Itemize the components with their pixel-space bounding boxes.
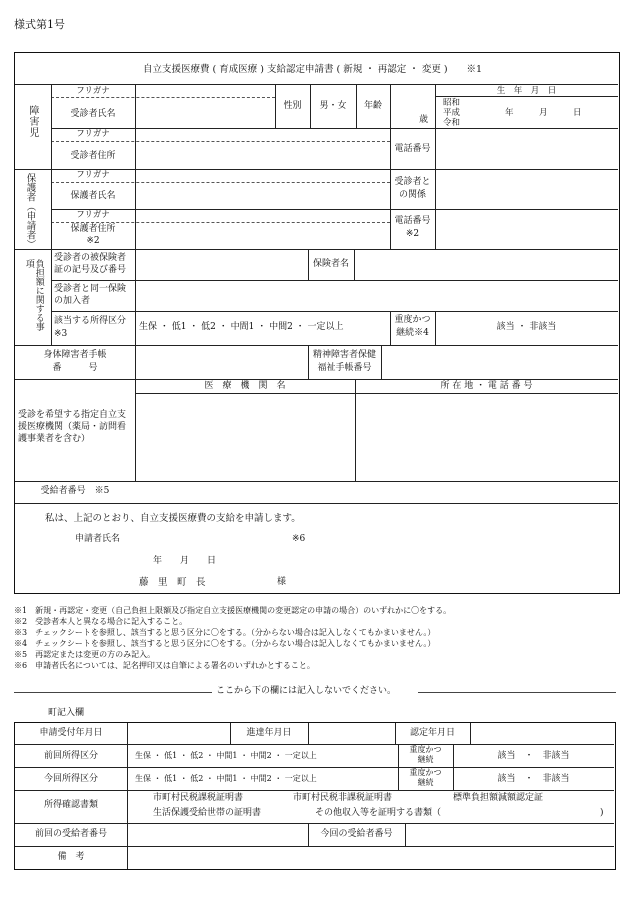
certified-date-label: 認定年月日 xyxy=(409,728,455,738)
guardian-address-label: 保護者住所 xyxy=(70,224,116,234)
note-2: ※2 受診者本人と異なる場合に記入すること。 xyxy=(14,617,188,626)
guardian-furigana-label: フリガナ xyxy=(76,170,110,180)
birth-date-fields[interactable]: 年 月 日 xyxy=(505,108,582,118)
income-class-options[interactable]: 生保 ・ 低1 ・ 低2 ・ 中間1 ・ 中間2 ・ 一定以上 xyxy=(139,322,344,332)
doc-other-close: ) xyxy=(600,808,604,818)
severe-options[interactable]: 該当 ・ 非該当 xyxy=(496,322,557,332)
prev-severe-options[interactable]: 該当 ・ 非該当 xyxy=(497,751,570,761)
addressee-honorific: 様 xyxy=(277,577,287,587)
insured-card-label-1: 受診者の被保険者 xyxy=(54,253,127,263)
institution-address-header: 所 在 地 ・ 電 話 番 号 xyxy=(440,381,533,391)
curr-income-label: 今回所得区分 xyxy=(43,774,98,784)
application-form xyxy=(14,52,620,594)
office-use-table xyxy=(14,722,616,870)
era-heisei[interactable]: 平成 xyxy=(443,108,461,118)
addressee: 藤 里 町 長 xyxy=(139,577,206,588)
same-insurance-label-2: の加入者 xyxy=(54,296,91,306)
curr-severe-label-2: 継続 xyxy=(417,778,434,787)
divider-text: ここから下の欄には記入しないでください。 xyxy=(216,686,397,696)
application-date[interactable]: 年 月 日 xyxy=(153,556,217,566)
guardian-address-furigana: フリガナ xyxy=(76,210,110,220)
applicant-name-note: ※6 xyxy=(292,534,306,544)
relation-label-1: 受診者と xyxy=(394,177,431,187)
curr-severe-label-1: 重度かつ xyxy=(409,768,442,777)
declaration-text: 私は、上記のとおり、自立支援医療費の支給を申請します。 xyxy=(45,513,301,524)
office-section-heading: 町記入欄 xyxy=(48,708,85,718)
prev-recipient-no-label: 前回の受給者番号 xyxy=(34,829,107,839)
age-unit: 歳 xyxy=(419,115,429,125)
severe-label-1: 重度かつ xyxy=(394,315,431,325)
note-5: ※5 再認定または変更の方のみ記入。 xyxy=(14,650,156,659)
divider-right xyxy=(418,692,616,693)
guardian-phone-note: ※2 xyxy=(405,229,420,239)
birth-date-header: 生 年 月 日 xyxy=(496,86,557,96)
divider-left xyxy=(14,692,212,693)
physical-handbook-label-2: 番 号 xyxy=(52,363,98,373)
note-1: ※1 新規・再認定・変更（自己負担上限額及び指定自立支援医療機関の変更認定の申請の場合）のいずれかに〇をする。 xyxy=(14,606,452,615)
patient-address-label: 受診者住所 xyxy=(70,151,116,161)
guardian-address-note: ※2 xyxy=(86,236,100,246)
curr-severe-options[interactable]: 該当 ・ 非該当 xyxy=(497,774,570,784)
same-insurance-label-1: 受診者と同一保険 xyxy=(54,284,127,294)
recipient-number-label: 受給者番号 ※5 xyxy=(40,486,110,496)
mental-handbook-label-1: 精神障害者保健 xyxy=(312,350,376,360)
note-6: ※6 申請者氏名については、記名押印又は自筆による署名のいずれかとすること。 xyxy=(14,661,315,670)
doc-reduction-certificate[interactable]: 標準負担額減額認定証 xyxy=(453,793,544,803)
prev-income-options[interactable]: 生保 ・ 低1 ・ 低2 ・ 中間1 ・ 中間2 ・ 一定以上 xyxy=(135,751,317,760)
patient-address-furigana: フリガナ xyxy=(76,129,110,139)
era-showa[interactable]: 昭和 xyxy=(443,98,461,108)
form-number: 様式第1号 xyxy=(14,18,65,31)
note-3: ※3 チェックシートを参照し、該当すると思う区分に〇をする。（分からない場合は記入しなくてもかまいません。） xyxy=(14,628,436,637)
note-4: ※4 チェックシートを参照し、該当すると思う区分に〇をする。（分からない場合は記入しなくてもかまいません。） xyxy=(14,639,436,648)
doc-welfare-certificate[interactable]: 生活保護受給世帯の証明書 xyxy=(153,808,262,818)
patient-name-label: 受診者氏名 xyxy=(70,109,116,119)
curr-income-options[interactable]: 生保 ・ 低1 ・ 低2 ・ 中間1 ・ 中間2 ・ 一定以上 xyxy=(135,774,317,783)
desired-institution-label: 受診を希望する指定自立支援医療機関（薬局・訪問看護事業者を含む） xyxy=(18,410,127,445)
doc-nontax-certificate[interactable]: 市町村民税非課税証明書 xyxy=(293,793,393,803)
relation-label-2: の関係 xyxy=(398,190,426,200)
doc-other-income[interactable]: その他収入等を証明する書類（ xyxy=(315,808,442,818)
prev-severe-label-2: 継続 xyxy=(417,755,434,764)
insured-card-label-2: 証の記号及び番号 xyxy=(54,265,127,275)
sex-label: 性別 xyxy=(283,101,302,111)
sex-options[interactable]: 男・女 xyxy=(319,101,347,111)
forwarded-date-label: 進達年月日 xyxy=(246,728,292,738)
applicant-name-label: 申請者氏名 xyxy=(75,534,121,544)
physical-handbook-label-1: 身体障害者手帳 xyxy=(43,350,107,360)
received-date-label: 申請受付年月日 xyxy=(39,728,103,738)
income-docs-label: 所得確認書類 xyxy=(43,800,98,810)
era-reiwa[interactable]: 令和 xyxy=(443,118,461,128)
income-class-note: ※3 xyxy=(54,329,68,339)
patient-furigana-label: フリガナ xyxy=(76,86,110,96)
burden-group-label: 負担額に関する事項 xyxy=(23,259,44,331)
income-class-label: 該当する所得区分 xyxy=(54,316,127,326)
severe-label-2: 継続※4 xyxy=(396,328,429,338)
form-title: 自立支援医療費 ( 育成医療 ) 支給認定申請書 ( 新規 ・ 再認定 ・ 変更 ) ※1 xyxy=(143,64,483,75)
doc-tax-certificate[interactable]: 市町村民税課税証明書 xyxy=(153,793,244,803)
guardian-phone-label: 電話番号 xyxy=(394,216,431,226)
patient-phone-label: 電話番号 xyxy=(394,144,431,154)
guardian-group-label: 保護者（申請者） xyxy=(24,173,36,249)
patient-group-label: 障害児 xyxy=(27,105,38,138)
insurer-name-label: 保険者名 xyxy=(312,259,349,269)
guardian-name-label: 保護者氏名 xyxy=(70,191,116,201)
prev-income-label: 前回所得区分 xyxy=(43,751,98,761)
age-label: 年齢 xyxy=(363,101,382,111)
institution-name-header: 医 療 機 関 名 xyxy=(204,381,286,391)
curr-recipient-no-label: 今回の受給者番号 xyxy=(320,829,393,839)
remarks-label: 備 考 xyxy=(57,852,85,862)
prev-severe-label-1: 重度かつ xyxy=(409,745,442,754)
mental-handbook-label-2: 福祉手帳番号 xyxy=(317,363,372,373)
